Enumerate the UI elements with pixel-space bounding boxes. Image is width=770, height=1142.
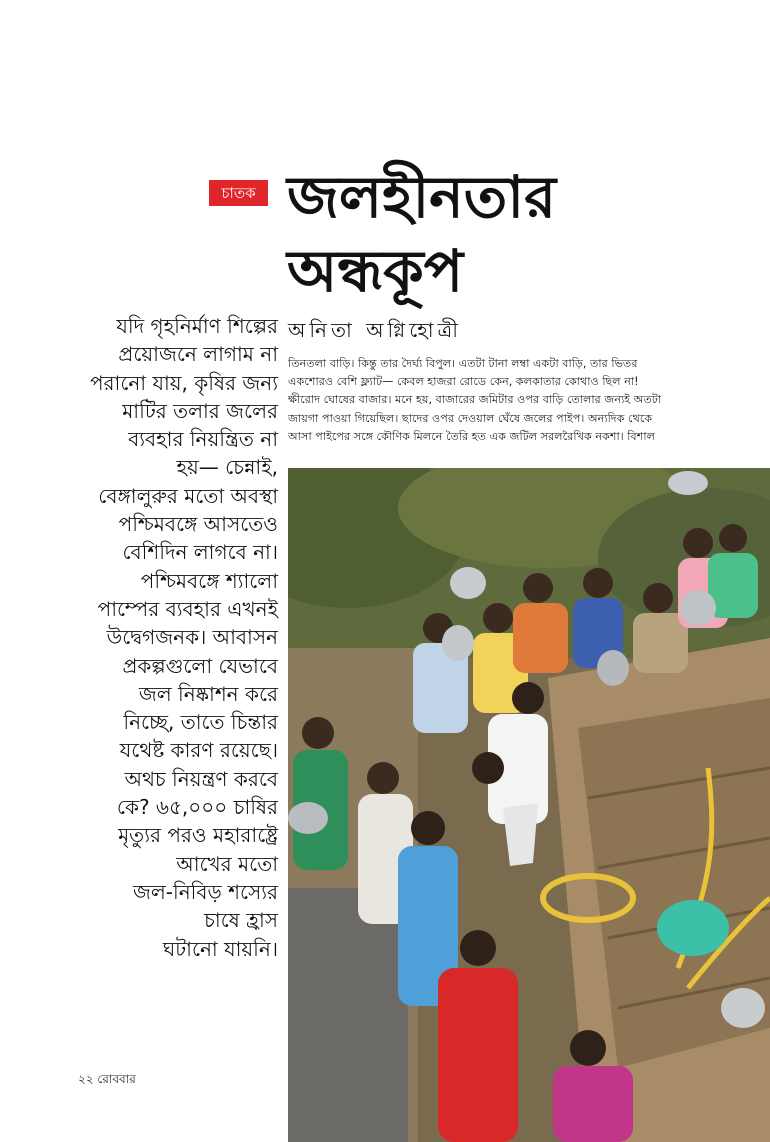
pull-quote-line: অথচ নিয়ন্ত্রণ করবে — [124, 766, 278, 791]
pull-quote-line: ঘটানো যায়নি। — [162, 936, 278, 961]
pull-quote-line: জল নিষ্কাশন করে — [138, 681, 278, 706]
pull-quote-line: আখের মতো — [176, 851, 278, 876]
pull-quote-line: ব্যবহার নিয়ন্ত্রিত না — [128, 427, 278, 452]
article-body — [288, 355, 758, 446]
headline-line-2: অন্ধকূপ — [287, 237, 464, 305]
pull-quote-line: পশ্চিমবঙ্গে আসতেও — [118, 512, 278, 537]
body-line: আসা পাইপের সঙ্গে কৌণিক মিলনে তৈরি হত এক জটিল সরলরৈখিক নকশা। বিশাল — [288, 429, 655, 443]
pull-quote-line: নিচ্ছে, তাতে চিন্তার — [123, 710, 278, 735]
pull-quote-line: পাম্পের ব্যবহার এখনই — [97, 596, 278, 621]
headline-line-1: জলহীনতার — [287, 163, 557, 231]
pull-quote-line: কে? ৬৫,০০০ চাষির — [116, 795, 278, 820]
pull-quote-line: প্রয়োজনে লাগাম না — [118, 342, 278, 367]
pull-quote — [60, 312, 278, 963]
pull-quote-line: মৃত্যুর পরও মহারাষ্ট্রে — [118, 823, 278, 848]
body-line: জায়গা পাওয়া গিয়েছিল। ছাদের ওপর দেওয়াল ঘেঁষে জলের পাইপ। অন্যদিক থেকে — [288, 411, 653, 425]
pull-quote-line: হয়— চেন্নাই, — [176, 455, 278, 480]
pull-quote-line: যথেষ্ট কারণ রয়েছে। — [119, 738, 278, 763]
headline — [287, 160, 757, 308]
page-folio: ২২ রোববার — [78, 1072, 136, 1086]
section-tag: চাতক — [209, 180, 268, 206]
body-line: ক্ষীরোদ ঘোষের বাজার। মনে হয়, বাজারের জমিটার ওপর বাড়ি তোলার জন্যই অতটা — [288, 393, 662, 407]
pull-quote-line: যদি গৃহনির্মাণ শিল্পের — [116, 314, 278, 338]
well-photo — [288, 468, 770, 1142]
pull-quote-line: উদ্বেগজনক। আবাসন — [106, 625, 278, 650]
pull-quote-line: মাটির তলার জলের — [122, 398, 278, 423]
pull-quote-line: প্রকল্পগুলো যেভাবে — [122, 653, 278, 678]
body-line: একশোরও বেশি ফ্ল্যাট— কেবল হাজরা রোডে কেন, কলকাতার কোথাও ছিল না! — [288, 375, 639, 389]
pull-quote-line: বেঙ্গালুরুর মতো অবস্থা — [98, 483, 278, 508]
pull-quote-line: পরানো যায়, কৃষির জন্য — [89, 370, 278, 395]
body-line: তিনতলা বাড়ি। কিন্তু তার দৈর্ঘ্য বিপুল। এতটা টানা লম্বা একটা বাড়ি, তার ভিতর — [288, 357, 638, 370]
pull-quote-line: চাষে হ্রাস — [204, 908, 278, 933]
pull-quote-line: বেশিদিন লাগবে না। — [122, 540, 278, 565]
pull-quote-line: পশ্চিমবঙ্গে শ্যালো — [140, 568, 278, 593]
pull-quote-line: জল-নিবিড় শস্যের — [132, 879, 278, 904]
author-byline: অনিতা অগ্নিহোত্রী — [288, 318, 462, 342]
